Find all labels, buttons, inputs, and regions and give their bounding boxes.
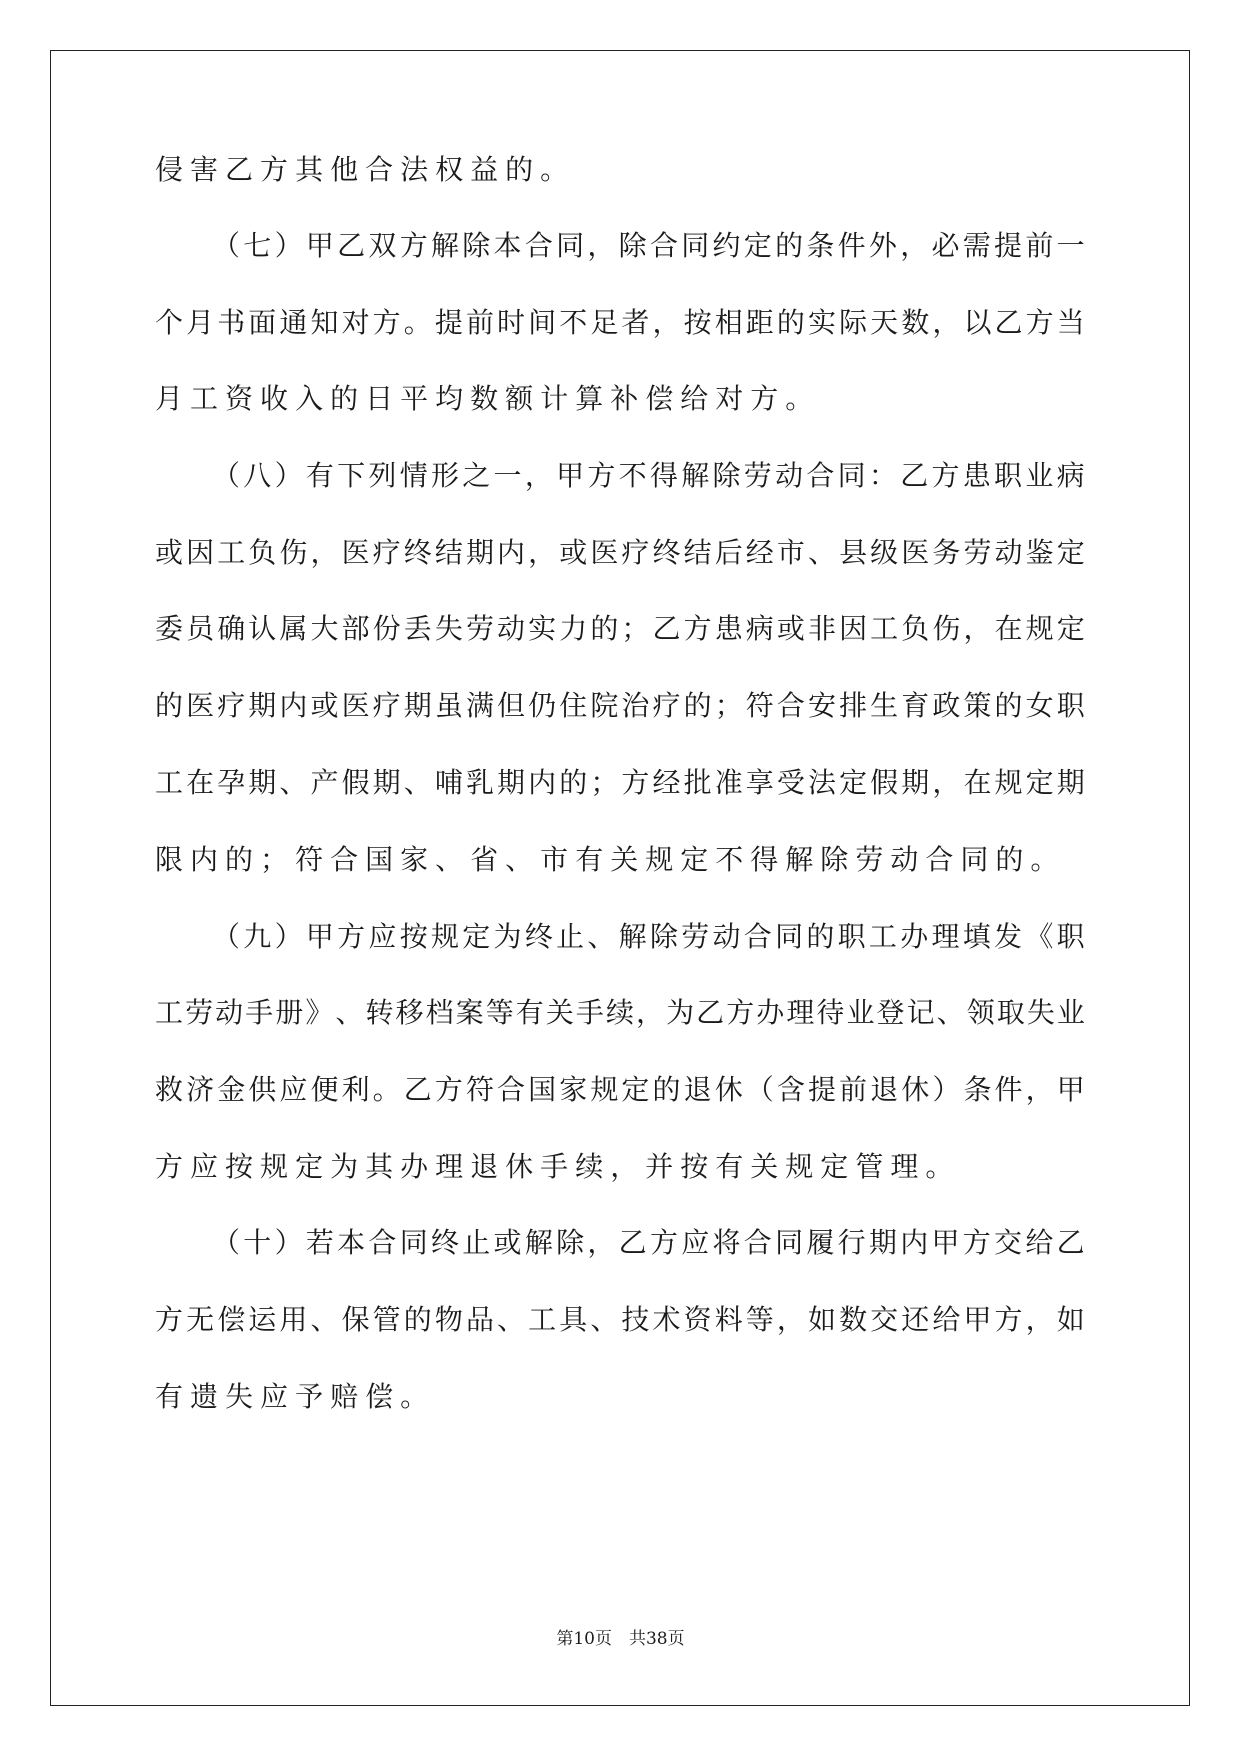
- page-number-footer: 第10页 共38页: [556, 1629, 685, 1649]
- body-line: （ 十 ） 若 本 合 同 终 止 或 解 除 ， 乙 方 应 将 合 同 履 行 期 内 甲 方 交 给 乙: [212, 1226, 1085, 1259]
- body-line: 委 员 确 认 属 大 部 份 丢 失 劳 动 实 力 的 ； 乙 方 患 病 或 非 因 工 负 伤 ， 在 规 定: [155, 612, 1085, 645]
- body-line: 有 遗 失 应 予 赔 偿 。: [155, 1380, 429, 1413]
- body-line: （ 九 ） 甲 方 应 按 规 定 为 终 止 、 解 除 劳 动 合 同 的 职 工 办 理 填 发 《 职: [212, 920, 1085, 953]
- body-line: 方 无 偿 运 用 、 保 管 的 物 品 、 工 具 、 技 术 资 料 等 ， 如 数 交 还 给 甲 方 ， 如: [155, 1303, 1085, 1336]
- body-line: 侵 害 乙 方 其 他 合 法 权 益 的 。: [155, 153, 569, 186]
- body-line: 月 工 资 收 入 的 日 平 均 数 额 计 算 补 偿 给 对 方 。: [155, 382, 814, 415]
- body-line: 的 医 疗 期 内 或 医 疗 期 虽 满 但 仍 住 院 治 疗 的 ； 符 合 安 排 生 育 政 策 的 女 职: [155, 689, 1085, 722]
- body-line: （ 七 ） 甲 乙 双 方 解 除 本 合 同 ， 除 合 同 约 定 的 条 件 外 ， 必 需 提 前 一: [212, 229, 1085, 262]
- body-line: 个 月 书 面 通 知 对 方 。 提 前 时 间 不 足 者 ， 按 相 距 的 实 际 天 数 ， 以 乙 方 当: [155, 306, 1085, 339]
- body-line: 工 劳 动 手 册 》 、 转 移 档 案 等 有 关 手 续 ， 为 乙 方 办 理 待 业 登 记 、 领 取 失 业: [155, 996, 1085, 1029]
- body-line: 工 在 孕 期 、 产 假 期 、 哺 乳 期 内 的 ； 方 经 批 准 享 受 法 定 假 期 ， 在 规 定 期: [155, 766, 1085, 799]
- body-line: （ 八 ） 有 下 列 情 形 之 一 ， 甲 方 不 得 解 除 劳 动 合 同 ： 乙 方 患 职 业 病: [212, 459, 1085, 492]
- body-line: 限 内 的 ； 符 合 国 家 、 省 、 市 有 关 规 定 不 得 解 除 劳 动 合 同 的 。: [155, 843, 1059, 876]
- body-line: 救 济 金 供 应 便 利 。 乙 方 符 合 国 家 规 定 的 退 休 （ 含 提 前 退 休 ） 条 件 ， 甲: [155, 1073, 1085, 1106]
- body-line: 或 因 工 负 伤 ， 医 疗 终 结 期 内 ， 或 医 疗 终 结 后 经 市 、 县 级 医 务 劳 动 鉴 定: [155, 536, 1085, 569]
- body-line: 方 应 按 规 定 为 其 办 理 退 休 手 续 ， 并 按 有 关 规 定 管 理 。: [155, 1150, 954, 1183]
